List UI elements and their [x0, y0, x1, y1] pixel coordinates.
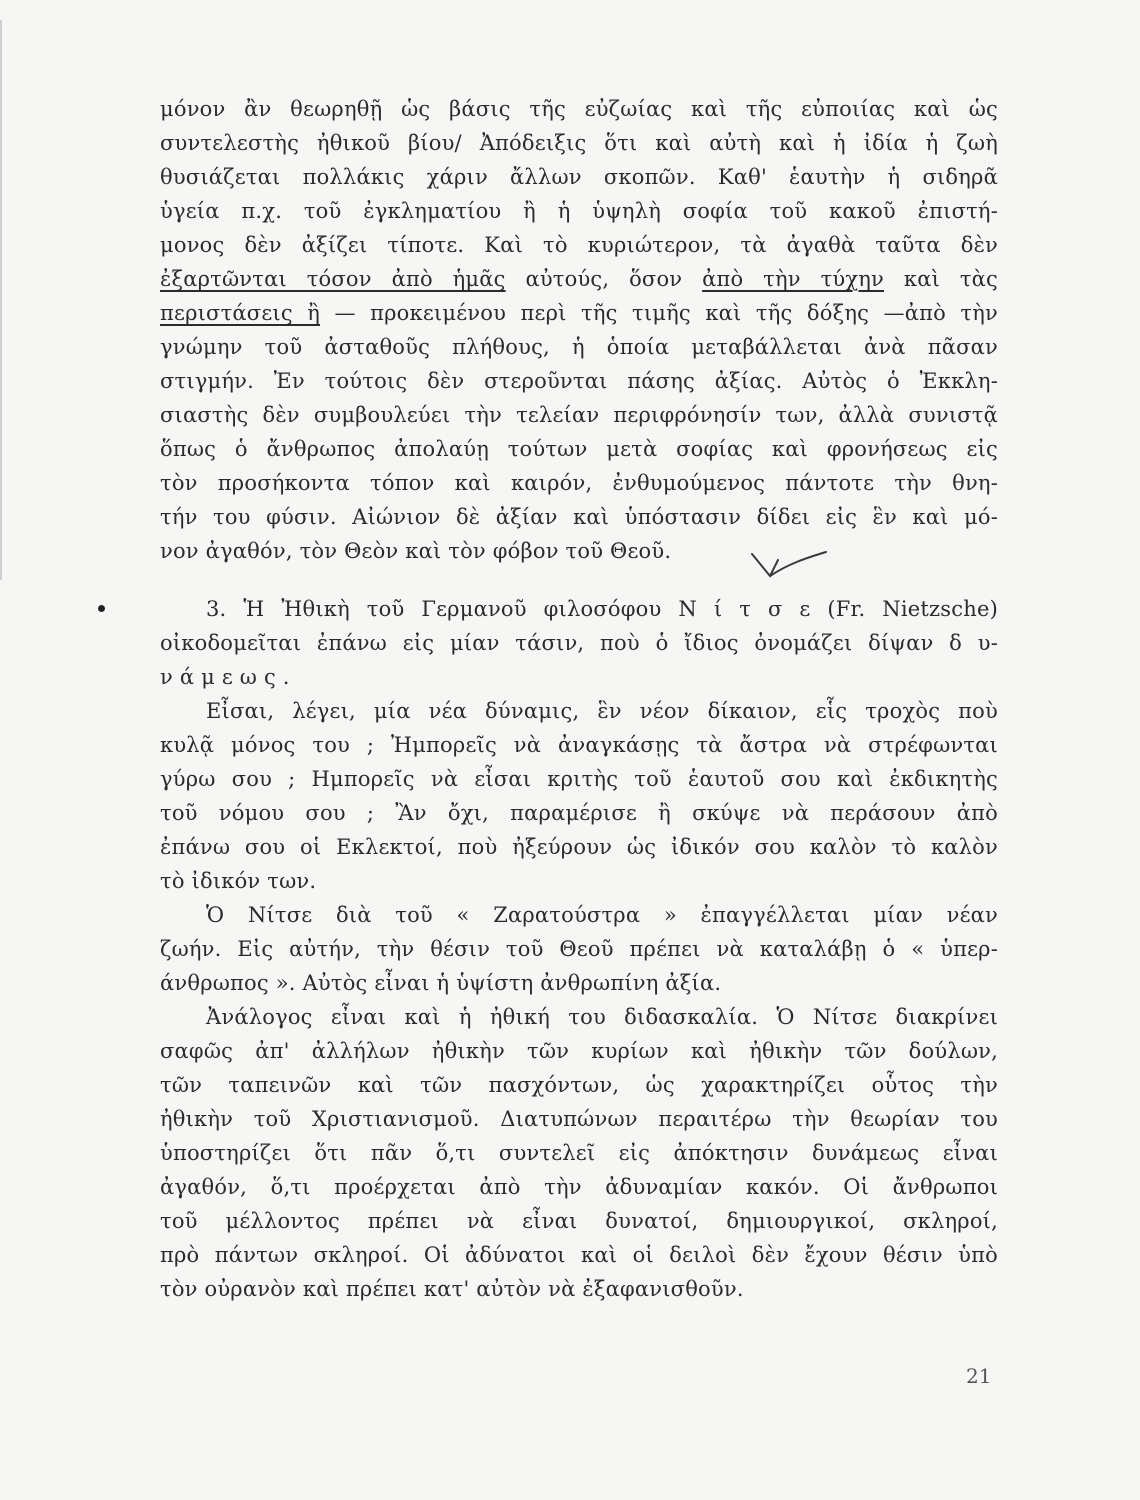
text-line-annotated: [160, 296, 998, 330]
underlined-phrase: ἐξαρτῶνται τόσον ἀπὸ ἡμᾶς: [160, 267, 506, 291]
paragraph-nietzsche-intro: [160, 592, 998, 694]
text-line: μόνον ἂν θεωρηθῇ ὡς βάσις τῆς εὐζωίας καὶ τῆς εὐποιίας καὶ ὡς: [160, 97, 998, 121]
text-line: γύρω σου ; Ημπορεῖς νὰ εἶσαι κριτὴς τοῦ ἑαυτοῦ σου καὶ ἐκδικητὴς: [160, 767, 998, 791]
text-line: ἠθικὴν τοῦ Χριστιανισμοῦ. Διατυπώνων περαιτέρω τὴν θεωρίαν του: [160, 1107, 998, 1131]
page-edge-marks: [0, 20, 16, 580]
paragraph-gap: [160, 568, 998, 592]
text-line: τὸ ἰδικόν των.: [160, 869, 317, 893]
text-fragment: — προκειμένου περὶ τῆς τιμῆς καὶ τῆς δόξης —ἀπὸ τὴν: [320, 301, 998, 325]
text-line: στιγμήν. Ἐν τούτοις δὲν στεροῦνται πάσης ἀξίας. Αὐτὸς ὁ Ἐκκλη-: [160, 369, 998, 393]
page-number: 21: [966, 1364, 992, 1388]
text-line: σιαστὴς δὲν συμβουλεύει τὴν τελείαν περιφρόνησίν των, ἀλλὰ συνιστᾷ: [160, 403, 998, 427]
text-line: Ὁ Νίτσε διὰ τοῦ « Ζαρατούστρα » ἐπαγγέλλεται μίαν νέαν: [206, 903, 998, 927]
text-line: άνθρωπος ». Αὐτὸς εἶναι ἡ ὑψίστη ἀνθρωπίνη ἀξία.: [160, 971, 722, 995]
text-line: συντελεστὴς ἠθικοῦ βίου/ Ἀπόδειξις ὅτι καὶ αὐτὴ καὶ ἡ ἰδία ἡ ζωὴ: [160, 131, 998, 155]
body-text: [160, 92, 998, 1306]
text-line: ὑγεία π.χ. τοῦ ἐγκληματίου ἢ ἡ ὑψηλὴ σοφία τοῦ κακοῦ ἐπιστή-: [160, 199, 998, 223]
text-fragment: καὶ τὰς: [884, 267, 998, 291]
paragraph-master-slave-morality: [160, 1000, 998, 1306]
margin-dot-icon: [98, 605, 105, 612]
text-line: ν ά μ ε ω ς .: [160, 665, 290, 689]
text-line: τοῦ μέλλοντος πρέπει νὰ εἶναι δυνατοί, δημιουργικοί, σκληροί,: [160, 1209, 998, 1233]
text-line-annotated: [160, 262, 998, 296]
text-line: 3. Ἡ Ἠθικὴ τοῦ Γερμανοῦ φιλοσόφου Ν ί τ σ ε (Fr. Nietzsche): [206, 597, 998, 621]
text-line: μονος δὲν ἀξίζει τίποτε. Καὶ τὸ κυριώτερον, τὰ ἀγαθὰ ταῦτα δὲν: [160, 233, 998, 257]
text-line: τὸν προσήκοντα τόπον καὶ καιρόν, ἐνθυμούμενος πάντοτε τὴν θνη-: [160, 471, 998, 495]
text-line: τοῦ νόμου σου ; Ἂν ὄχι, παραμέρισε ἢ σκύψε νὰ περάσουν ἀπὸ: [160, 801, 998, 825]
text-line: τὸν οὐρανὸν καὶ πρέπει κατ' αὐτὸν νὰ ἐξαφανισθοῦν.: [160, 1277, 744, 1301]
text-line: σαφῶς ἀπ' ἀλλήλων ἠθικὴν τῶν κυρίων καὶ ἠθικὴν τῶν δούλων,: [160, 1039, 998, 1063]
text-line: νον ἀγαθόν, τὸν Θεὸν καὶ τὸν φόβον τοῦ Θεοῦ.: [160, 539, 672, 563]
text-line: τῶν ταπεινῶν καὶ τῶν πασχόντων, ὡς χαρακτηρίζει οὗτος τὴν: [160, 1073, 998, 1097]
paragraph-zarathustra: [160, 898, 998, 1000]
paragraph-ecclesiastes: [160, 92, 998, 568]
text-line: ἀγαθόν, ὅ,τι προέρχεται ἀπὸ τὴν ἀδυναμίαν κακόν. Οἱ ἄνθρωποι: [160, 1175, 998, 1199]
text-line: τήν του φύσιν. Αἰώνιον δὲ ἀξίαν καὶ ὑπόστασιν δίδει εἰς ἓν καὶ μό-: [160, 505, 998, 529]
text-line: κυλᾷ μόνος του ; Ἠμπορεῖς νὰ ἀναγκάσῃς τὰ ἄστρα νὰ στρέφωνται: [160, 733, 998, 757]
text-line: Ἀνάλογος εἶναι καὶ ἡ ἠθική του διδασκαλία. Ὁ Νίτσε διακρίνει: [206, 1005, 998, 1029]
text-line: ὅπως ὁ ἄνθρωπος ἀπολαύῃ τούτων μετὰ σοφίας καὶ φρονήσεως εἰς: [160, 437, 998, 461]
underlined-phrase: ἀπὸ τὴν τύχην: [702, 267, 885, 291]
text-line: πρὸ πάντων σκληροί. Οἱ ἀδύνατοι καὶ οἱ δειλοὶ δὲν ἔχουν θέσιν ὑπὸ: [160, 1243, 998, 1267]
text-line: ἐπάνω σου οἱ Εκλεκτοί, ποὺ ἠξεύρουν ὡς ἰδικόν σου καλὸν τὸ καλὸν: [160, 835, 998, 859]
handwritten-check-mark-icon: [748, 546, 828, 582]
text-line: γνώμην τοῦ ἀσταθοῦς πλήθους, ἡ ὁποία μεταβάλλεται ἀνὰ πᾶσαν: [160, 335, 998, 359]
text-line: ὑποστηρίζει ὅτι πᾶν ὅ,τι συντελεῖ εἰς ἀπόκτησιν δυνάμεως εἶναι: [160, 1141, 998, 1165]
text-fragment: αὐτούς, ὅσον: [505, 267, 703, 291]
paragraph-nietzsche-quote: [160, 694, 998, 898]
text-line: ζωήν. Εἰς αὐτήν, τὴν θέσιν τοῦ Θεοῦ πρέπει νὰ καταλάβῃ ὁ « ὑπερ-: [160, 937, 998, 961]
text-line: οἰκοδομεῖται ἐπάνω εἰς μίαν τάσιν, ποὺ ὁ ἴδιος ὀνομάζει δίψαν δ υ-: [160, 631, 998, 655]
underlined-phrase: περιστάσεις ἢ: [160, 301, 321, 325]
text-line: Εἶσαι, λέγει, μία νέα δύναμις, ἓν νέον δίκαιον, εἷς τροχὸς ποὺ: [206, 699, 998, 723]
text-line: θυσιάζεται πολλάκις χάριν ἄλλων σκοπῶν. Καθ' ἑαυτὴν ἡ σιδηρᾶ: [160, 165, 998, 189]
